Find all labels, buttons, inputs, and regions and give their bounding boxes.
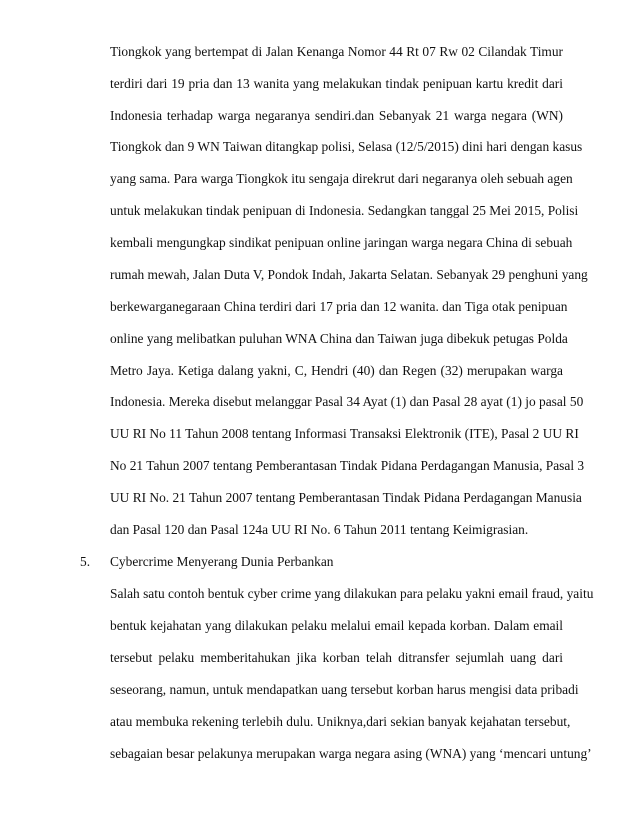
paragraph2-line: sebagaian besar pelakunya merupakan warga negara asing (WNA) yang ‘mencari untung’ (110, 746, 592, 761)
paragraph1-line: Indonesia terhadap warga negaranya sendiri.dan Sebanyak 21 warga negara (WN) (110, 108, 563, 123)
paragraph1-line: Tiongkok yang bertempat di Jalan Kenanga Nomor 44 Rt 07 Rw 02 Cilandak Timur (110, 44, 563, 59)
paragraph2-line: bentuk kejahatan yang dilakukan pelaku melalui email kepada korban. Dalam email (110, 618, 563, 633)
paragraph1-line: UU RI No 11 Tahun 2008 tentang Informasi Transaksi Elektronik (ITE), Pasal 2 UU RI (110, 426, 579, 441)
paragraph1-line: dan Pasal 120 dan Pasal 124a UU RI No. 6 Tahun 2011 tentang Keimigrasian. (110, 522, 529, 537)
section-heading: Cybercrime Menyerang Dunia Perbankan (110, 554, 334, 569)
paragraph1-line: No 21 Tahun 2007 tentang Pemberantasan Tindak Pidana Perdagangan Manusia, Pasal 3 (110, 458, 585, 473)
paragraph1-line: online yang melibatkan puluhan WNA China dan Taiwan juga dibekuk petugas Polda (110, 331, 568, 346)
section-number: 5. (80, 554, 91, 569)
paragraph1-line: Tiongkok dan 9 WN Taiwan ditangkap polisi, Selasa (12/5/2015) dini hari dengan kasus (110, 139, 583, 154)
paragraph2-line: seseorang, namun, untuk mendapatkan uang tersebut korban harus mengisi data pribadi (110, 682, 579, 697)
paragraph1-line: kembali mengungkap sindikat penipuan online jaringan warga negara China di sebuah (110, 235, 573, 250)
paragraph1-line: Indonesia. Mereka disebut melanggar Pasal 34 Ayat (1) dan Pasal 28 ayat (1) jo pasal 50 (110, 394, 584, 409)
paragraph1-line: UU RI No. 21 Tahun 2007 tentang Pemberantasan Tindak Pidana Perdagangan Manusia (110, 490, 582, 505)
paragraph2-line: Salah satu contoh bentuk cyber crime yang dilakukan para pelaku yakni email fraud, yaitu (110, 586, 594, 601)
paragraph1-line: terdiri dari 19 pria dan 13 wanita yang melakukan tindak penipuan kartu kredit dari (110, 76, 563, 91)
paragraph1-line: untuk melakukan tindak penipuan di Indonesia. Sedangkan tanggal 25 Mei 2015, Polisi (110, 203, 579, 218)
paragraph1-line: berkewarganegaraan China terdiri dari 17 pria dan 12 wanita. dan Tiga otak penipuan (110, 299, 568, 314)
paragraph1-line: yang sama. Para warga Tiongkok itu sengaja direkrut dari negaranya oleh sebuah agen (110, 171, 573, 186)
paragraph2-line: atau membuka rekening terlebih dulu. Uniknya,dari sekian banyak kejahatan tersebut, (110, 714, 571, 729)
paragraph1-line: rumah mewah, Jalan Duta V, Pondok Indah, Jakarta Selatan. Sebanyak 29 penghuni yang (110, 267, 588, 282)
paragraph1-line: Metro Jaya. Ketiga dalang yakni, C, Hendri (40) dan Regen (32) merupakan warga (110, 363, 563, 378)
paragraph2-line: tersebut pelaku memberitahukan jika korban telah ditransfer sejumlah uang dari (110, 650, 563, 665)
